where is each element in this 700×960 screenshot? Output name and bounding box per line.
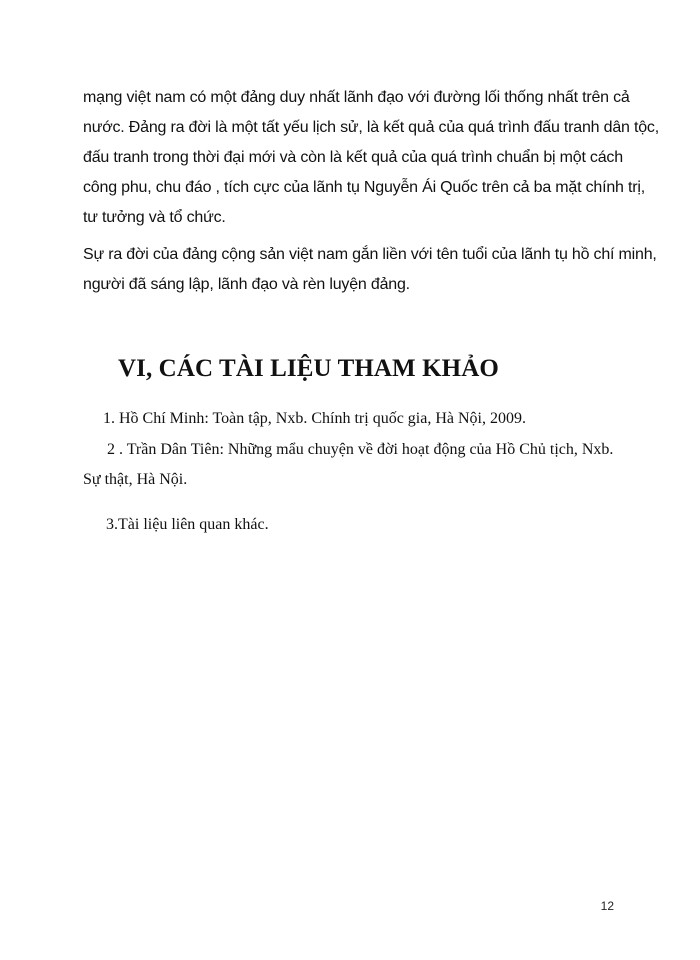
paragraph-line: đấu tranh trong thời đại mới và còn là kết quả của quá trình chuẩn bị một cách [83,149,623,166]
reference-item: 3.Tài liệu liên quan khác. [106,516,269,533]
reference-item: 1. Hồ Chí Minh: Toàn tập, Nxb. Chính trị quốc gia, Hà Nội, 2009. [103,410,526,427]
paragraph-line: Sự ra đời của đảng cộng sản việt nam gắn liền với tên tuổi của lãnh tụ hồ chí minh, [83,246,657,263]
paragraph-line: nước. Đảng ra đời là một tất yếu lịch sử, là kết quả của quá trình đấu tranh dân tộc, [83,119,659,136]
paragraph-line: tư tưởng và tổ chức. [83,209,226,226]
body-paragraph [83,240,657,300]
paragraph-line: người đã sáng lập, lãnh đạo và rèn luyện đảng. [83,276,410,293]
reference-item-continuation: Sự thật, Hà Nội. [83,471,188,488]
body-paragraph [83,83,659,233]
paragraph-line: mạng việt nam có một đảng duy nhất lãnh đạo với đường lối thống nhất trên cả [83,89,630,106]
section-heading: VI, CÁC TÀI LIỆU THAM KHẢO [118,355,499,382]
reference-item: 2 . Trần Dân Tiên: Những mẩu chuyện về đời hoạt động của Hồ Chủ tịch, Nxb. [107,441,614,458]
paragraph-line: công phu, chu đáo , tích cực của lãnh tụ Nguyễn Ái Quốc trên cả ba mặt chính trị, [83,179,645,196]
page-number: 12 [600,899,614,913]
